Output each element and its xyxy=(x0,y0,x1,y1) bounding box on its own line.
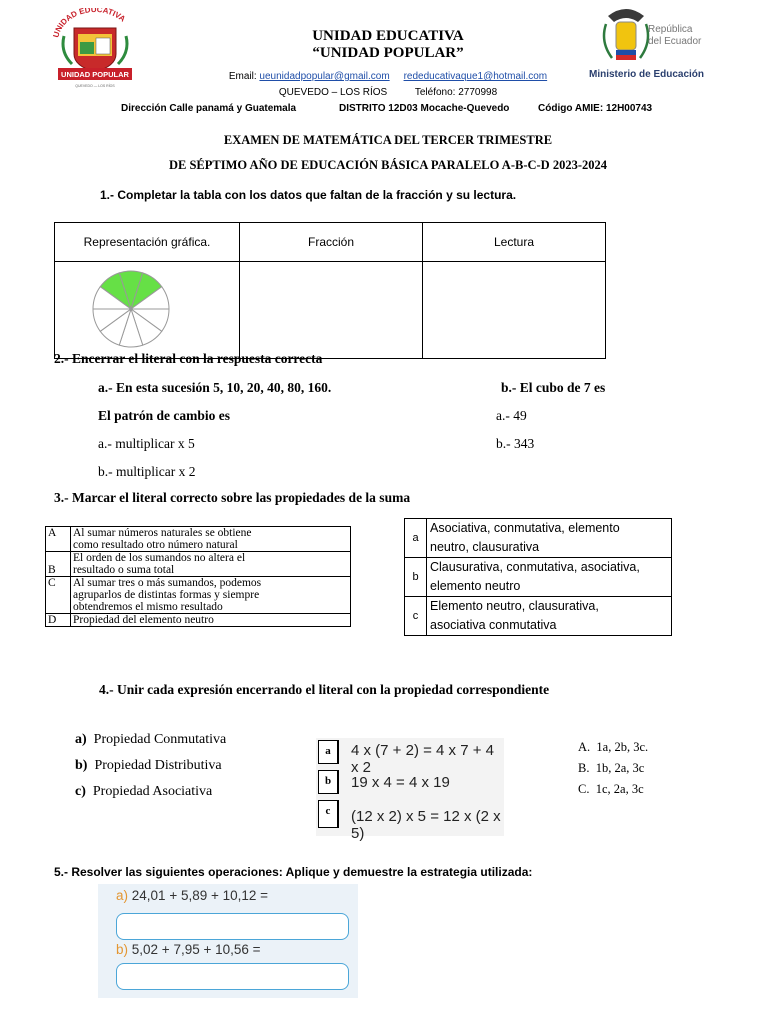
q3-statement-text: El orden de los sumandos no altera el xyxy=(73,552,246,564)
district-text: DISTRITO 12D03 Mocache-Quevedo xyxy=(339,103,510,114)
q5-exercise-a xyxy=(116,888,268,903)
q3-option-row[interactable] xyxy=(405,597,672,636)
q5-prompt: 5.- Resolver las siguientes operaciones: Aplique y demuestre la estrategia utilizada: xyxy=(54,865,533,879)
q3-statement-row[interactable] xyxy=(46,577,351,614)
q3-option-text: Elemento neutro, clausurativa, xyxy=(430,599,599,613)
q1-graphic-cell xyxy=(55,262,240,359)
q4-property-label: a) xyxy=(75,732,87,747)
q4-expression-letter: a xyxy=(318,740,339,764)
q4-expression-letter: b xyxy=(318,770,339,794)
city-text: QUEVEDO – LOS RÍOS xyxy=(278,87,388,98)
q4-answer-label: C. xyxy=(578,782,590,796)
logo-arc-text: UNIDAD EDUCATIVA xyxy=(51,8,128,39)
q3-statement-row[interactable] xyxy=(46,614,351,627)
q5-answer-box-a[interactable] xyxy=(116,913,349,940)
q3-statement-row[interactable] xyxy=(46,552,351,577)
country-line2: del Ecuador xyxy=(648,36,702,47)
email-label: Email: xyxy=(228,71,257,82)
q3-statement-letter: A xyxy=(46,527,71,552)
q1-reading-answer-cell[interactable] xyxy=(423,262,606,359)
q3-statement-text: Al sumar números naturales se obtiene xyxy=(73,527,252,539)
q3-statement-row[interactable] xyxy=(46,527,351,552)
q3-statement-text: Al sumar tres o más sumandos, podemos xyxy=(73,577,262,589)
q4-expression: (12 x 2) x 5 = 12 x (2 x 5) xyxy=(351,808,501,842)
q3-statement-text: agruparlos de distintas formas y siempre xyxy=(73,589,260,601)
q3-statement-letter: D xyxy=(46,614,71,627)
q4-answer-text: 1b, 2a, 3c xyxy=(595,761,645,775)
email-link-1[interactable]: ueunidadpopular@gmail.com xyxy=(259,71,390,82)
q3-prompt: 3.- Marcar el literal correcto sobre las propiedades de la suma xyxy=(54,490,411,505)
q3-option-text: neutro, clausurativa xyxy=(430,540,540,554)
q3-option-letter: a xyxy=(405,519,427,558)
q2b-question: b.- El cubo de 7 es xyxy=(501,380,606,395)
q4-property-item[interactable] xyxy=(75,727,226,753)
amie-code-text: Código AMIE: 12H00743 xyxy=(538,103,653,114)
q4-expressions-image xyxy=(316,738,504,842)
q1-table xyxy=(54,222,606,359)
logo-banner-text: UNIDAD POPULAR xyxy=(61,70,129,79)
q4-property-label: c) xyxy=(75,784,86,799)
q5-exercise-b xyxy=(116,942,261,957)
logo-sub-text: QUEVEDO — LOS RÍOS xyxy=(75,84,115,88)
q3-statement-text: obtendremos el mismo resultado xyxy=(73,601,223,613)
q4-answer-label: A. xyxy=(578,740,591,754)
q4-answer-option[interactable] xyxy=(578,758,648,779)
q3-option-text: Asociativa, conmutativa, elemento xyxy=(430,521,620,535)
country-line1: República xyxy=(648,24,693,35)
exam-title-line1: EXAMEN DE MATEMÁTICA DEL TERCER TRIMESTRE xyxy=(223,133,553,147)
q3-statement-text: Propiedad del elemento neutro xyxy=(73,614,214,626)
q3-option-row[interactable] xyxy=(405,519,672,558)
q3-statement-letter: C xyxy=(46,577,71,614)
school-name: “UNIDAD POPULAR” xyxy=(312,45,464,61)
q5-exercise-text: 5,02 + 7,95 + 10,56 = xyxy=(131,942,261,957)
contact-line xyxy=(0,71,768,82)
q4-property-text: Propiedad Conmutativa xyxy=(93,732,227,747)
school-title: UNIDAD EDUCATIVA xyxy=(312,28,464,44)
q4-properties-list xyxy=(75,727,226,805)
q3-option-letter: b xyxy=(405,558,427,597)
address-text: Dirección Calle panamá y Guatemala xyxy=(121,103,297,114)
q4-answer-option[interactable] xyxy=(578,737,648,758)
q4-expression: 4 x (7 + 2) = 4 x 7 + 4 x 2 xyxy=(351,742,494,776)
q3-statement-letter: B xyxy=(46,552,71,577)
q1-header-fraction: Fracción xyxy=(240,223,423,262)
q4-expression-letter: c xyxy=(318,800,339,828)
exam-title-line2: DE SÉPTIMO AÑO DE EDUCACIÓN BÁSICA PARALELO A-B-C-D 2023-2024 xyxy=(168,158,607,172)
q4-property-text: Propiedad Asociativa xyxy=(92,784,213,799)
q3-option-text: elemento neutro xyxy=(430,579,521,593)
q3-option-letter: c xyxy=(405,597,427,636)
ministry-name: Ministerio de Educación xyxy=(589,69,705,80)
q4-expression: 19 x 4 = 4 x 19 xyxy=(351,774,450,791)
q4-answers-list xyxy=(578,737,648,800)
q4-prompt: 4.- Unir cada expresión encerrando el literal con la propiedad correspondiente xyxy=(99,682,550,697)
q2-prompt: 2.- Encerrar el literal con la respuesta correcta xyxy=(54,351,323,366)
city-phone-line xyxy=(0,87,768,98)
q4-answer-label: B. xyxy=(578,761,590,775)
q2b-option-b[interactable]: b.- 343 xyxy=(496,436,535,451)
q5-exercise-text: 24,01 + 5,89 + 10,12 = xyxy=(131,888,269,903)
q3-option-row[interactable] xyxy=(405,558,672,597)
q3-statement-text: resultado o suma total xyxy=(73,564,175,576)
q2a-option-a[interactable]: a.- multiplicar x 5 xyxy=(98,436,195,451)
q5-answer-box-b[interactable] xyxy=(116,963,349,990)
fraction-pie xyxy=(55,262,239,353)
q4-property-item[interactable] xyxy=(75,779,226,805)
q2a-question-line1: a.- En esta sucesión 5, 10, 20, 40, 80, 160. xyxy=(98,380,332,395)
q4-answer-text: 1c, 2a, 3c xyxy=(595,782,644,796)
q4-property-item[interactable] xyxy=(75,753,226,779)
q4-property-text: Propiedad Distributiva xyxy=(94,758,222,773)
q3-statement-text: como resultado otro número natural xyxy=(73,539,238,551)
q2b-option-a[interactable]: a.- 49 xyxy=(496,408,527,423)
email-link-2[interactable]: rededucativaque1@hotmail.com xyxy=(403,71,548,82)
q5-exercise-label: b) xyxy=(116,942,129,957)
q4-property-label: b) xyxy=(75,758,88,773)
q3-option-text: Clausurativa, conmutativa, asociativa, xyxy=(430,560,640,574)
q1-header-reading: Lectura xyxy=(423,223,606,262)
q1-fraction-answer-cell[interactable] xyxy=(240,262,423,359)
q3-option-text: asociativa conmutativa xyxy=(430,618,557,632)
q1-header-graphic: Representación gráfica. xyxy=(55,223,240,262)
q4-answer-option[interactable] xyxy=(578,779,648,800)
q2a-question-line2: El patrón de cambio es xyxy=(98,408,231,423)
q2a-option-b[interactable]: b.- multiplicar x 2 xyxy=(98,464,196,479)
q3-statements-table xyxy=(45,526,351,627)
q5-exercises-image xyxy=(98,884,358,998)
q1-prompt: 1.- Completar la tabla con los datos que faltan de la fracción y su lectura. xyxy=(100,188,517,202)
q4-answer-text: 1a, 2b, 3c. xyxy=(596,740,649,754)
q3-options-table xyxy=(404,518,672,636)
q5-exercise-label: a) xyxy=(116,888,129,903)
phone-text: Teléfono: 2770998 xyxy=(414,87,498,98)
